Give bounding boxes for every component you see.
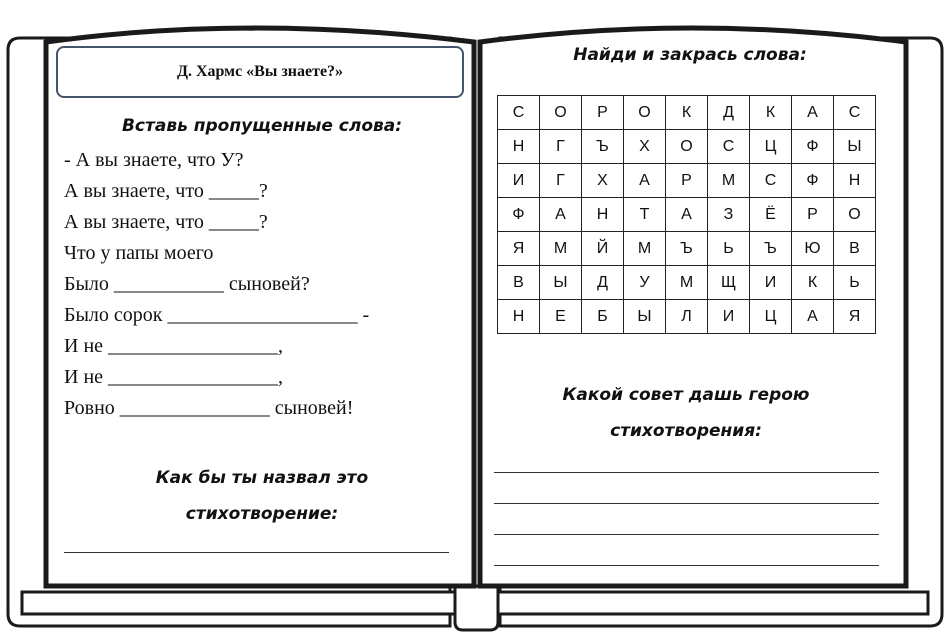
grid-cell[interactable]: Ъ [666, 232, 708, 266]
grid-cell[interactable]: О [624, 96, 666, 130]
grid-cell[interactable]: З [708, 198, 750, 232]
grid-cell[interactable]: Р [582, 96, 624, 130]
grid-cell[interactable]: К [792, 266, 834, 300]
grid-cell[interactable]: С [750, 164, 792, 198]
grid-cell[interactable]: И [498, 164, 540, 198]
poem-line: А вы знаете, что _____? [64, 180, 268, 202]
advice-question-line2: стихотворения: [610, 421, 762, 441]
find-words-heading: Найди и закрась слова: [573, 45, 807, 65]
advice-answer-line-3[interactable] [494, 534, 879, 535]
poem-block [64, 145, 464, 424]
grid-cell[interactable]: А [792, 96, 834, 130]
grid-cell[interactable]: К [666, 96, 708, 130]
grid-cell[interactable]: Ф [792, 130, 834, 164]
word-search-grid [497, 95, 876, 334]
grid-cell[interactable]: Л [666, 300, 708, 334]
grid-row [498, 130, 876, 164]
grid-row [498, 198, 876, 232]
grid-cell[interactable]: Г [540, 164, 582, 198]
poem-line: Ровно _______________ сыновей! [64, 397, 354, 419]
grid-cell[interactable]: Ф [792, 164, 834, 198]
title-question-line1: Как бы ты назвал это [155, 468, 369, 488]
grid-cell[interactable]: Ы [624, 300, 666, 334]
poem-line: А вы знаете, что _____? [64, 211, 268, 233]
insert-words-heading: Вставь пропущенные слова: [121, 116, 403, 136]
grid-cell[interactable]: У [624, 266, 666, 300]
grid-cell[interactable]: Ы [834, 130, 876, 164]
grid-cell[interactable]: Р [792, 198, 834, 232]
grid-cell[interactable]: В [834, 232, 876, 266]
grid-cell[interactable]: Н [834, 164, 876, 198]
grid-cell[interactable]: Ф [498, 198, 540, 232]
advice-answer-line-1[interactable] [494, 472, 879, 473]
grid-cell[interactable]: М [624, 232, 666, 266]
title-question [62, 460, 462, 532]
grid-cell[interactable]: К [750, 96, 792, 130]
advice-answer-line-2[interactable] [494, 503, 879, 504]
grid-cell[interactable]: Ъ [750, 232, 792, 266]
grid-cell[interactable]: С [834, 96, 876, 130]
grid-cell[interactable]: М [708, 164, 750, 198]
grid-cell[interactable]: Ц [750, 130, 792, 164]
grid-cell[interactable]: Й [582, 232, 624, 266]
grid-row [498, 164, 876, 198]
grid-cell[interactable]: Щ [708, 266, 750, 300]
grid-cell[interactable]: В [498, 266, 540, 300]
grid-cell[interactable]: Т [624, 198, 666, 232]
grid-cell[interactable]: М [666, 266, 708, 300]
grid-cell[interactable]: Я [498, 232, 540, 266]
grid-cell[interactable]: Ъ [582, 130, 624, 164]
worksheet-title: Д. Хармс «Вы знаете?» [56, 46, 464, 98]
advice-answer-line-4[interactable] [494, 565, 879, 566]
grid-cell[interactable]: И [708, 300, 750, 334]
grid-cell[interactable]: Ё [750, 198, 792, 232]
grid-row [498, 266, 876, 300]
grid-cell[interactable]: М [540, 232, 582, 266]
grid-cell[interactable]: А [540, 198, 582, 232]
poem-line: Что у папы моего [64, 242, 214, 264]
grid-cell[interactable]: Ь [834, 266, 876, 300]
grid-cell[interactable]: Н [582, 198, 624, 232]
grid-cell[interactable]: Д [582, 266, 624, 300]
grid-row [498, 96, 876, 130]
grid-cell[interactable]: И [750, 266, 792, 300]
grid-row [498, 300, 876, 334]
advice-question [486, 377, 886, 449]
grid-cell[interactable]: А [792, 300, 834, 334]
grid-cell[interactable]: Ь [708, 232, 750, 266]
grid-cell[interactable]: С [498, 96, 540, 130]
grid-cell[interactable]: Г [540, 130, 582, 164]
grid-cell[interactable]: О [834, 198, 876, 232]
grid-cell[interactable]: Н [498, 130, 540, 164]
grid-cell[interactable]: Е [540, 300, 582, 334]
grid-cell[interactable]: Н [498, 300, 540, 334]
grid-cell[interactable]: Р [666, 164, 708, 198]
grid-cell[interactable]: О [540, 96, 582, 130]
poem-line: Было ___________ сыновей? [64, 273, 310, 295]
poem-line: - А вы знаете, что У? [64, 149, 244, 171]
advice-question-line1: Какой совет дашь герою [562, 385, 810, 405]
grid-cell[interactable]: А [624, 164, 666, 198]
grid-cell[interactable]: Я [834, 300, 876, 334]
grid-cell[interactable]: Б [582, 300, 624, 334]
grid-cell[interactable]: Ц [750, 300, 792, 334]
poem-line: И не _________________, [64, 366, 284, 388]
grid-cell[interactable]: Х [624, 130, 666, 164]
poem-line: И не _________________, [64, 335, 284, 357]
grid-cell[interactable]: А [666, 198, 708, 232]
title-question-line2: стихотворение: [185, 504, 339, 524]
title-answer-line[interactable] [64, 552, 449, 553]
grid-cell[interactable]: О [666, 130, 708, 164]
grid-cell[interactable]: Д [708, 96, 750, 130]
grid-cell[interactable]: Ы [540, 266, 582, 300]
grid-row [498, 232, 876, 266]
grid-cell[interactable]: Х [582, 164, 624, 198]
poem-line: Было сорок ___________________ - [64, 304, 370, 326]
grid-cell[interactable]: С [708, 130, 750, 164]
grid-cell[interactable]: Ю [792, 232, 834, 266]
